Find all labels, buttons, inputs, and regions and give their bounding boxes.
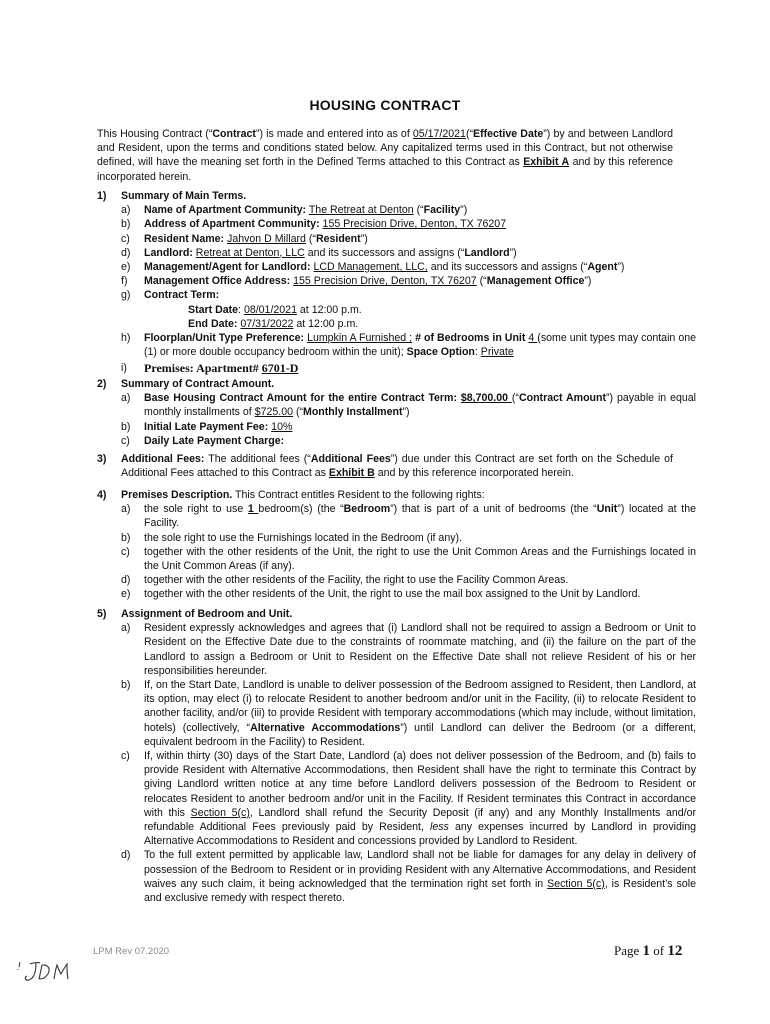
intro-paragraph: This Housing Contract (“Contract”) is made and entered into as of 05/17/2021(“Effective Date”) by and between Landlord and Resident, upon the terms and conditions stated below. Any capitalized terms used in this Contract, but not otherwise defined, will have the meaning set forth in the Defined Terms attached to this Contract as Exhibit A and by this reference incorporated herein. <box>97 128 673 183</box>
section-4: 4) Premises Description. This Contract entitles Resident to the following rights: a) the sole right to use 1 bedroom(s) (the “Bedroom”) that is part of a unit of bedrooms (the “Unit”) located at the Facility. b) the sole right to use the Furnishings located in the Bedroom (if any). c) together with the other residents of the Unit, the right to use the Unit Common Areas and the Furnishings located in the Unit Common Areas (if any). d) together with the other residents of the Facility, the right to use the Facility Common Areas. e) together with the other residents of the Unit, the right to use the mail box assigned to the Unit by Landlord. <box>97 489 696 601</box>
section-2: 2) Summary of Contract Amount. a) Base Housing Contract Amount for the entire Contract Term: $8,700.00 (“Contract Amount”) payable in equal monthly installments of $725.00 (“Monthly Installment”) b) Initial Late Payment Fee: 10% c) Daily Late Payment Charge: <box>97 378 696 447</box>
section-5: 5) Assignment of Bedroom and Unit. a) Resident expressly acknowledges and agrees that (i) Landlord shall not be required to assign a Bedroom or Unit to Resident on the Effective Date due to the constraints of roommate matching, and (ii) the failure on the part of the Landlord to assign a Bedroom or Unit to Resident on the Effective Date shall not relieve Resident of his or her responsibilities hereunder. b) If, on the Start Date, Landlord is unable to deliver possession of the Bedroom assigned to Resident, then Landlord, at its option, may elect (i) to relocate Resident to another bedroom and/or unit in the Facility, (ii) to relocate Resident to another facility, and/or (iii) to provide Resident with temporary accommodations (which may include, without limitation, hotels) (collectively, “Alternative Accommodations”) until Landlord can deliver the Bedroom (or a different, equivalent bedroom in the Facility) to Resident. c) If, within thirty (30) days of the Start Date, Landlord (a) does not deliver possession of the Bedroom, and (b) fails to provide Resident with Alternative Accommodations, then Resident shall have the right to terminate this Contract by giving Landlord written notice at any time before Landlord delivers possession of the Bedroom to Resident or relocates Resident to another bedroom and/or unit in the Facility. If Resident terminates this Contract in accordance with this Section 5(c), Landlord shall refund the Security Deposit (if any) and any Monthly Installments and/or refundable Additional Fees previously paid by Resident, less any expenses incurred by Landlord in providing Alternative Accommodations to Resident and concessions provided by Landlord to Resident. d) To the full extent permitted by applicable law, Landlord shall not be liable for damages for any delay in delivery of possession of the Bedroom to Resident or in providing Resident with any Alternative Accommodations, and Resident waives any such claim, it being acknowledged that the termination right set forth in Section 5(c), is Resident’s sole and exclusive remedy with respect thereto. <box>97 608 696 905</box>
page-title: HOUSING CONTRACT <box>309 97 461 113</box>
section-1: 1) Summary of Main Terms. a) Name of Apartment Community: The Retreat at Denton (“Facility”) b) Address of Apartment Community: 155 Precision Drive, Denton, TX 76207 c) Resident Name: Jahvon D Millard (“Resident”) d) Landlord: Retreat at Denton, LLC and its successors and assigns (“Landlord”) e) Management/Agent for Landlord: LCD Management, LLC, and its successors and assigns (“Agent”) f) Management Office Address: 155 Precision Drive, Denton, TX 76207 (“Management Office”) g) Contract Term: Start Date: 08/01/2021 at 12:00 p.m. End Date: 07/31/2022 at 12:00 p.m. h) Floorplan/Unit Type Preference: Lumpkin A Furnished ; # of Bedrooms in Unit 4 (some unit types may contain one (1) or more double occupancy bedroom within the unit); Space Option: Private i) Premises: Apartment# 6701-D <box>97 190 697 376</box>
revision-label: LPM Rev 07.2020 <box>93 946 170 957</box>
page-number: Page 1 of 12 <box>614 943 683 959</box>
section-3: 3) Additional Fees: The additional fees (“Additional Fees”) due under this Contract are set forth on the Schedule of Additional Fees attached to this Contract as Exhibit B and by this reference incorporated herein. <box>97 453 673 480</box>
initials-signature <box>14 958 74 989</box>
